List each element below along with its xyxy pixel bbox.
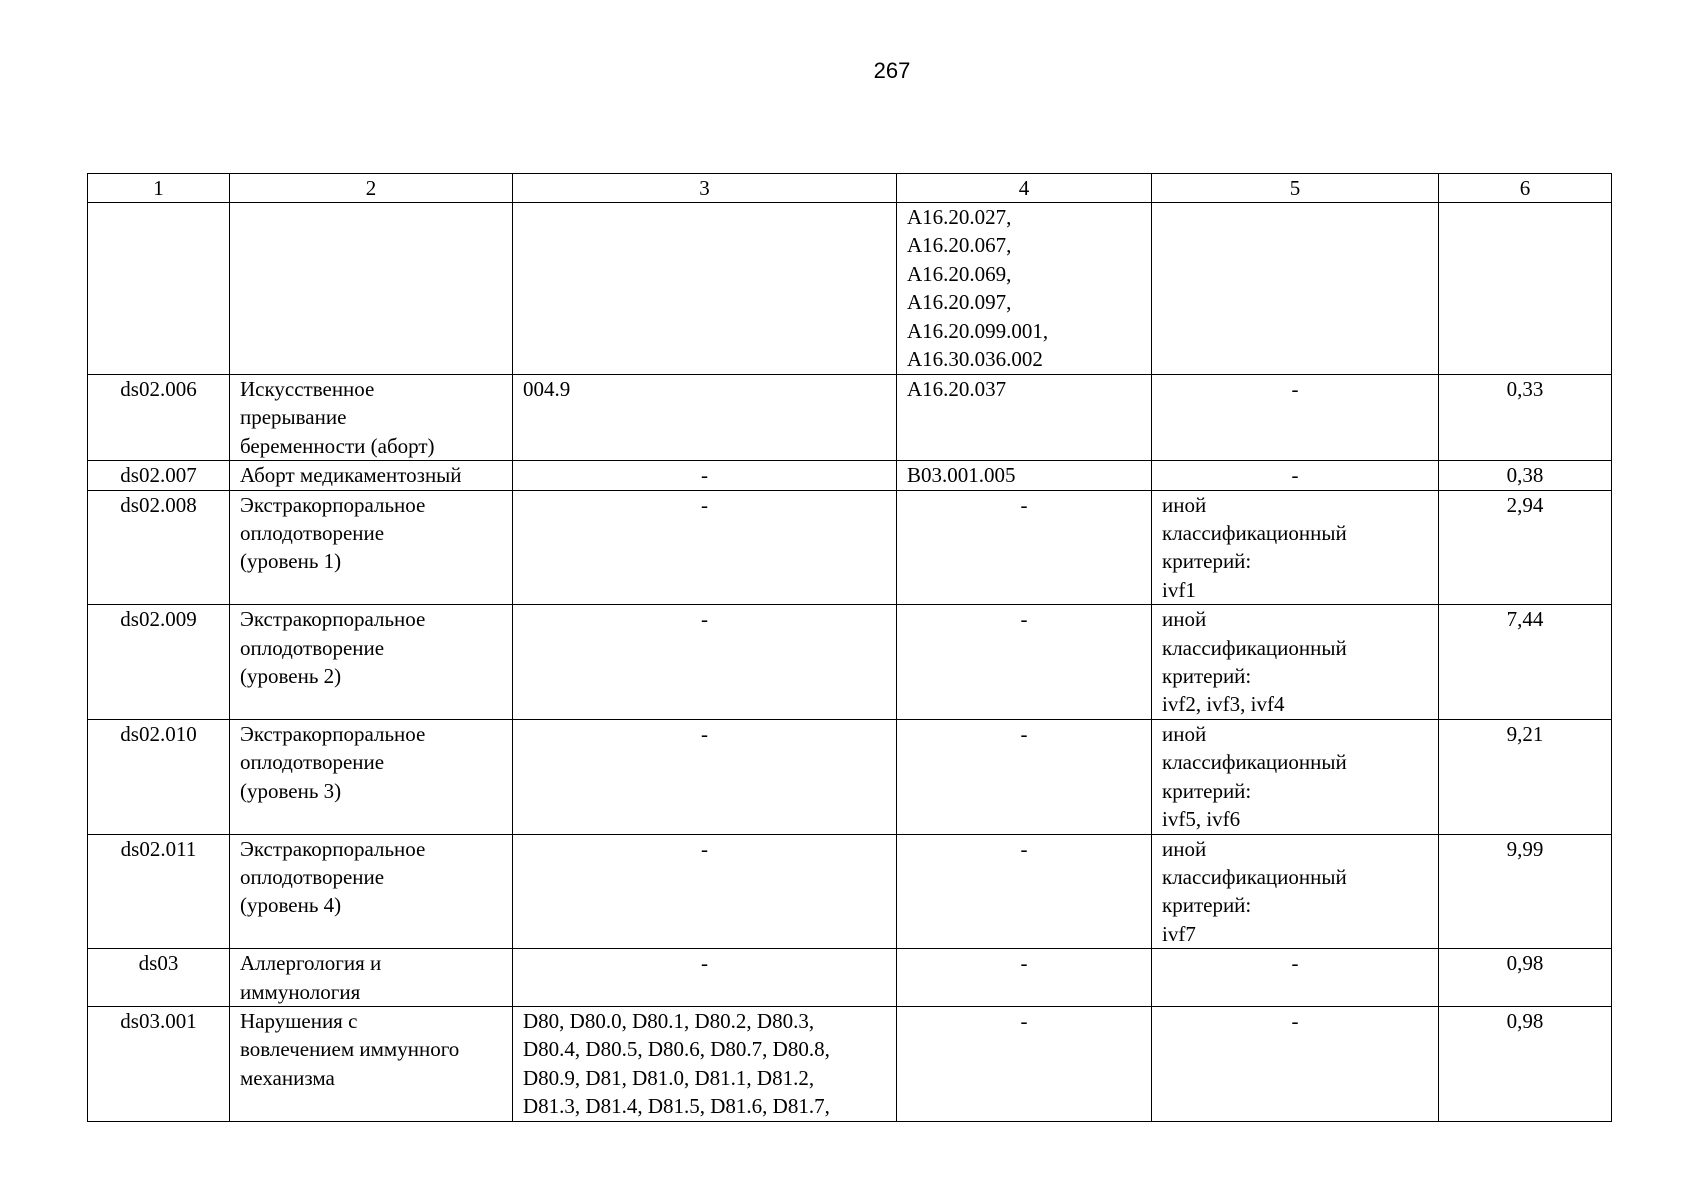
services-cell: - <box>897 605 1152 720</box>
header-cell-5: 5 <box>1152 174 1439 203</box>
coefficient-cell: 0,98 <box>1439 1006 1612 1121</box>
name-cell: Аборт медикаментозный <box>230 461 513 490</box>
diagnoses-cell: 004.9 <box>513 375 897 461</box>
name-cell: Нарушения с вовлечением иммунного механизма <box>230 1006 513 1121</box>
diagnoses-cell: - <box>513 834 897 949</box>
criteria-cell: - <box>1152 375 1439 461</box>
services-cell: A16.20.027, A16.20.067, A16.20.069, A16.20.097, A16.20.099.001, A16.30.036.002 <box>897 203 1152 375</box>
table-row <box>88 719 1612 834</box>
criteria-cell: - <box>1152 1006 1439 1121</box>
services-cell: - <box>897 490 1152 605</box>
table-body <box>88 174 1612 1122</box>
coefficient-cell: 2,94 <box>1439 490 1612 605</box>
services-cell: - <box>897 719 1152 834</box>
name-cell: Экстракорпоральное оплодотворение (уровень 4) <box>230 834 513 949</box>
criteria-cell <box>1152 203 1439 375</box>
coefficient-cell <box>1439 203 1612 375</box>
services-cell: - <box>897 949 1152 1007</box>
coefficient-cell: 9,21 <box>1439 719 1612 834</box>
header-cell-1: 1 <box>88 174 230 203</box>
coefficient-cell: 9,99 <box>1439 834 1612 949</box>
name-cell: Аллергология и иммунология <box>230 949 513 1007</box>
name-cell: Экстракорпоральное оплодотворение (уровень 2) <box>230 605 513 720</box>
name-cell: Экстракорпоральное оплодотворение (уровень 1) <box>230 490 513 605</box>
criteria-cell: иной классификационный критерий: ivf5, ivf6 <box>1152 719 1439 834</box>
diagnoses-cell: - <box>513 949 897 1007</box>
services-cell: - <box>897 1006 1152 1121</box>
criteria-cell: иной классификационный критерий: ivf2, ivf3, ivf4 <box>1152 605 1439 720</box>
code-cell: ds03 <box>88 949 230 1007</box>
coefficient-cell: 7,44 <box>1439 605 1612 720</box>
code-cell: ds02.009 <box>88 605 230 720</box>
code-cell: ds02.011 <box>88 834 230 949</box>
criteria-cell: иной классификационный критерий: ivf7 <box>1152 834 1439 949</box>
header-cell-4: 4 <box>897 174 1152 203</box>
table-row <box>88 605 1612 720</box>
code-cell: ds02.006 <box>88 375 230 461</box>
page-number: 267 <box>873 58 911 83</box>
diagnoses-cell: - <box>513 490 897 605</box>
code-cell: ds02.008 <box>88 490 230 605</box>
diagnoses-cell: - <box>513 605 897 720</box>
coefficient-cell: 0,33 <box>1439 375 1612 461</box>
tariff-table <box>87 173 1612 1122</box>
criteria-cell: - <box>1152 461 1439 490</box>
diagnoses-cell: - <box>513 461 897 490</box>
header-cell-6: 6 <box>1439 174 1612 203</box>
diagnoses-cell <box>513 203 897 375</box>
services-cell: A16.20.037 <box>897 375 1152 461</box>
diagnoses-cell: - <box>513 719 897 834</box>
services-cell: - <box>897 834 1152 949</box>
header-cell-2: 2 <box>230 174 513 203</box>
criteria-cell: иной классификационный критерий: ivf1 <box>1152 490 1439 605</box>
name-cell <box>230 203 513 375</box>
code-cell <box>88 203 230 375</box>
services-cell: B03.001.005 <box>897 461 1152 490</box>
table-row <box>88 461 1612 490</box>
table-row <box>88 834 1612 949</box>
code-cell: ds03.001 <box>88 1006 230 1121</box>
table-row <box>88 375 1612 461</box>
diagnoses-cell: D80, D80.0, D80.1, D80.2, D80.3, D80.4, D80.5, D80.6, D80.7, D80.8, D80.9, D81, D81.0, D81.1, D81.2, D81.3, D81.4, D81.5, D81.6, D81.7, <box>513 1006 897 1121</box>
name-cell: Искусственное прерывание беременности (аборт) <box>230 375 513 461</box>
code-cell: ds02.007 <box>88 461 230 490</box>
coefficient-cell: 0,98 <box>1439 949 1612 1007</box>
header-cell-3: 3 <box>513 174 897 203</box>
coefficient-cell: 0,38 <box>1439 461 1612 490</box>
name-cell: Экстракорпоральное оплодотворение (уровень 3) <box>230 719 513 834</box>
table-row <box>88 203 1612 375</box>
table-row <box>88 1006 1612 1121</box>
table-row <box>88 949 1612 1007</box>
header-row <box>88 174 1612 203</box>
criteria-cell: - <box>1152 949 1439 1007</box>
table-row <box>88 490 1612 605</box>
code-cell: ds02.010 <box>88 719 230 834</box>
